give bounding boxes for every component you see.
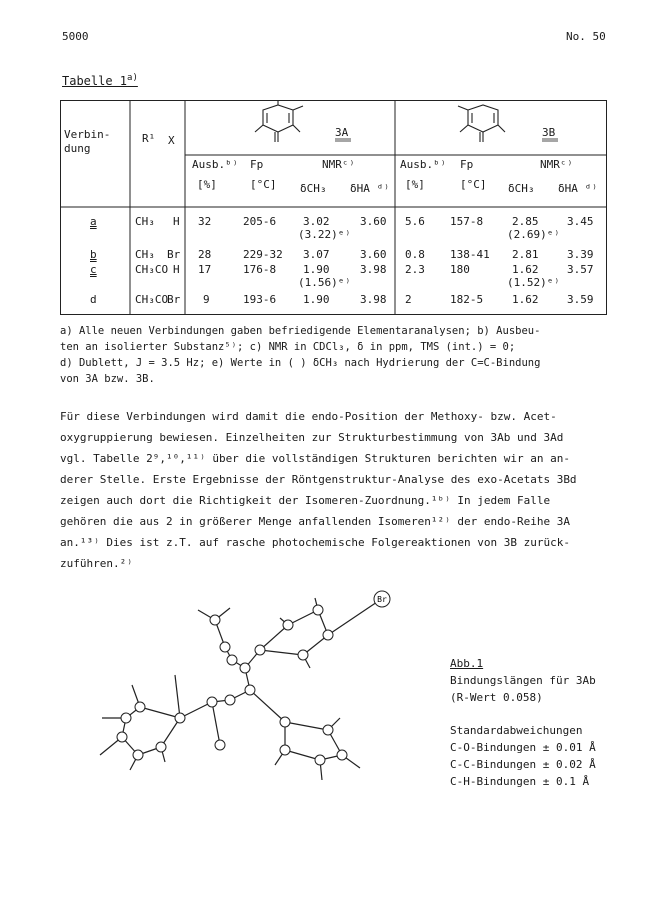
- row-x: H: [173, 263, 180, 276]
- row-fp-a: 229-32: [243, 248, 283, 261]
- figure-caption: [450, 655, 596, 706]
- row-x: Br: [167, 293, 181, 306]
- body-line: derer Stelle. Erste Ergebnisse der Röntgenstruktur-Analyse des exo-Acetats 3Bd: [60, 473, 577, 486]
- row-ausb-a: 17: [198, 263, 212, 276]
- row-dha-a: 3.60: [360, 215, 387, 228]
- subhdr-dch3-b: δCH₃: [508, 182, 535, 195]
- molecule-drawing: [60, 590, 420, 785]
- row-dha-b: 3.59: [567, 293, 594, 306]
- structure-3a-drawing: [255, 100, 303, 142]
- row-dch3-a-hydro: (1.56)ᵉ⁾: [298, 276, 351, 289]
- subhdr-nmr-a: NMRᶜ⁾: [322, 158, 356, 171]
- row-ausb-b: 0.8: [405, 248, 425, 261]
- subhdr-degc-a: [°C]: [250, 178, 277, 191]
- structure-3a-label: 3A: [335, 126, 349, 139]
- row-dch3-b-hydro: (2.69)ᵉ⁾: [507, 228, 560, 241]
- row-x: Br: [167, 248, 181, 261]
- figure-caption-line: (R-Wert 0.058): [450, 691, 543, 704]
- footnote-line: von 3A bzw. 3B.: [60, 373, 155, 385]
- row-fp-b: 138-41: [450, 248, 490, 261]
- body-line: zuführen.²⁾: [60, 557, 133, 570]
- body-paragraph: [60, 406, 625, 574]
- row-x: H: [173, 215, 180, 228]
- body-line: oxygruppierung bewiesen. Einzelheiten zur Strukturbestimmung von 3Ab und 3Ad: [60, 431, 564, 444]
- row-id: c: [90, 263, 97, 276]
- row-dch3-a: 1.90: [303, 293, 330, 306]
- row-r1: CH₃: [135, 248, 155, 261]
- row-ausb-a: 28: [198, 248, 212, 261]
- row-fp-a: 205-6: [243, 215, 277, 228]
- row-ausb-b: 5.6: [405, 215, 425, 228]
- row-dch3-b: 1.62: [512, 263, 539, 276]
- std-line: C-O-Bindungen ± 0.01 Å: [450, 741, 596, 754]
- row-ausb-a: 9: [203, 293, 210, 306]
- table-footnotes: [60, 323, 620, 387]
- page-number: 5000: [62, 30, 89, 43]
- col-header-x: X: [168, 134, 175, 147]
- row-id: b: [90, 248, 97, 261]
- footnote-line: ten an isolierter Substanz⁵⁾; c) NMR in CDCl₃, δ in ppm, TMS (int.) = 0;: [60, 341, 516, 353]
- row-fp-a: 176-8: [243, 263, 277, 276]
- body-line: Für diese Verbindungen wird damit die endo-Position der Methoxy- bzw. Acet-: [60, 410, 557, 423]
- row-id: a: [90, 215, 97, 228]
- row-fp-b: 157-8: [450, 215, 484, 228]
- row-dha-b: 3.39: [567, 248, 594, 261]
- row-ausb-a: 32: [198, 215, 212, 228]
- table-title-footnote: a): [127, 73, 138, 83]
- footnote-line: d) Dublett, J = 3.5 Hz; e) Werte in ( ) δCH₃ nach Hydrierung der C=C-Bindung: [60, 357, 541, 369]
- row-dha-b: 3.45: [567, 215, 594, 228]
- row-dch3-a: 1.90: [303, 263, 330, 276]
- subhdr-dha-b: δHA ᵈ⁾: [558, 182, 598, 195]
- row-dch3-b: 1.62: [512, 293, 539, 306]
- subhdr-pct-a: [%]: [197, 178, 217, 191]
- table-title: Tabelle 1$^{a)}$: [62, 73, 138, 88]
- atom-br-label: Br: [377, 595, 387, 604]
- row-id: d: [90, 293, 97, 306]
- molecule-figure: [60, 590, 420, 785]
- subhdr-degc-b: [°C]: [460, 178, 487, 191]
- row-dha-a: 3.98: [360, 293, 387, 306]
- row-dha-a: 3.98: [360, 263, 387, 276]
- row-dch3-b: 2.85: [512, 215, 539, 228]
- structure-3b-label: 3B: [542, 126, 556, 139]
- row-r1: CH₃CO: [135, 263, 169, 276]
- row-dch3-a-hydro: (3.22)ᵉ⁾: [298, 228, 351, 241]
- row-ausb-b: 2: [405, 293, 412, 306]
- row-r1: CH₃: [135, 215, 155, 228]
- col-header-r1: R¹: [142, 132, 156, 145]
- footnote-line: a) Alle neuen Verbindungen gaben befriedigende Elementaranalysen; b) Ausbeu-: [60, 325, 541, 337]
- standard-deviations: [450, 722, 596, 790]
- row-dch3-a: 3.02: [303, 215, 330, 228]
- std-title: Standardabweichungen: [450, 724, 583, 737]
- subhdr-fp-b: Fp: [460, 158, 474, 171]
- row-fp-b: 180: [450, 263, 470, 276]
- row-ausb-b: 2.3: [405, 263, 425, 276]
- structure-3b-drawing: [458, 105, 505, 142]
- figure-title: Abb.1: [450, 657, 484, 670]
- row-dch3-b-hydro: (1.52)ᵉ⁾: [507, 276, 560, 289]
- col-header-verbindung: Verbin- dung: [64, 128, 111, 155]
- std-line: C-H-Bindungen ± 0.1 Å: [450, 775, 590, 788]
- journal-number: No. 50: [566, 30, 606, 43]
- body-line: an.¹³⁾ Dies ist z.T. auf rasche photochemische Folgereaktionen von 3B zurück-: [60, 536, 570, 549]
- body-line: vgl. Tabelle 2⁹,¹⁰,¹¹⁾ über die vollständigen Strukturen berichten wir an an-: [60, 452, 570, 465]
- subhdr-nmr-b: NMRᶜ⁾: [540, 158, 574, 171]
- row-dch3-b: 2.81: [512, 248, 539, 261]
- data-table: [60, 100, 607, 315]
- subhdr-pct-b: [%]: [405, 178, 425, 191]
- row-dha-a: 3.60: [360, 248, 387, 261]
- row-r1: CH₃CO: [135, 293, 169, 306]
- std-line: C-C-Bindungen ± 0.02 Å: [450, 758, 596, 771]
- row-dha-b: 3.57: [567, 263, 594, 276]
- row-fp-b: 182-5: [450, 293, 484, 306]
- subhdr-dha-a: δHA ᵈ⁾: [350, 182, 390, 195]
- row-dch3-a: 3.07: [303, 248, 330, 261]
- row-fp-a: 193-6: [243, 293, 277, 306]
- body-line: zeigen auch dort die Richtigkeit der Isomeren-Zuordnung.¹ᵇ⁾ In jedem Falle: [60, 494, 551, 507]
- label-underlines: [335, 139, 558, 141]
- figure-caption-line: Bindungslängen für 3Ab: [450, 674, 596, 687]
- subhdr-dch3-a: δCH₃: [300, 182, 327, 195]
- body-line: gehören die aus 2 in größerer Menge anfallenden Isomeren¹²⁾ der endo-Reihe 3A: [60, 515, 570, 528]
- subhdr-ausb-b: Ausb.ᵇ⁾: [400, 158, 447, 171]
- subhdr-ausb-a: Ausb.ᵇ⁾: [192, 158, 239, 171]
- subhdr-fp-a: Fp: [250, 158, 264, 171]
